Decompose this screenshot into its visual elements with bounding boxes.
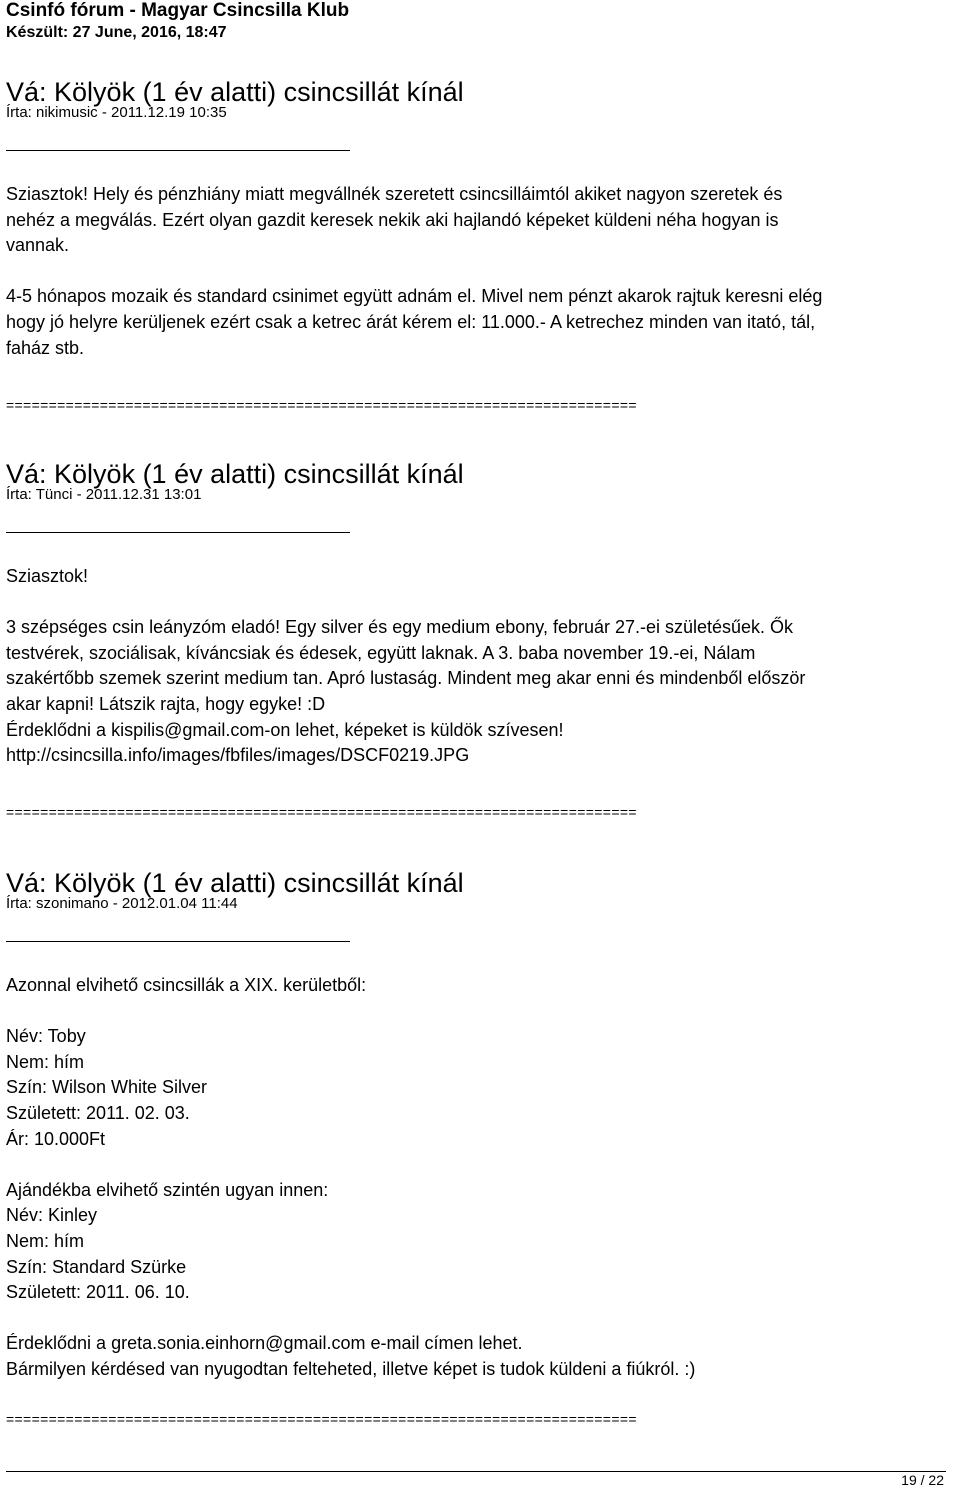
post-line: Ajándékba elvihető szintén ugyan innen: <box>6 1179 329 1200</box>
post-divider <box>6 150 350 151</box>
post-line: Érdeklődni a greta.sonia.einhorn@gmail.com e-mail címen lehet. <box>6 1333 523 1354</box>
post-line: Sziasztok! Hely és pénzhiány miatt megvállnék szeretett csincsilláimtól akiket nagyon szeretek és <box>6 184 783 204</box>
document-header <box>6 0 349 43</box>
site-title: Csinfó fórum - Magyar Csincsilla Klub <box>6 0 350 21</box>
forum-post <box>6 459 926 769</box>
post-separator: ========================================================================== <box>6 804 637 820</box>
post-line: Szín: Standard Szürke <box>6 1256 187 1277</box>
post-line: Sziasztok! <box>6 566 89 586</box>
post-line: Nem: hím <box>6 1230 85 1251</box>
post-divider <box>6 941 350 942</box>
post-line: faház stb. <box>6 337 85 358</box>
created-date: Készült: 27 June, 2016, 18:47 <box>6 24 227 41</box>
post-line: Bármilyen kérdésed van nyugodtan felteheted, illetve képet is tudok küldeni a fiúkról. :) <box>6 1358 696 1379</box>
post-separator: ========================================================================== <box>6 397 637 413</box>
post-title: Vá: Kölyök (1 év alatti) csincsillát kínál <box>6 868 464 898</box>
post-line: 4-5 hónapos mozaik és standard csinimet együtt adnám el. Mivel nem pénzt akarok rajtuk keresni elég <box>6 286 823 307</box>
post-author-date: Írta: nikimusic - 2011.12.19 10:35 <box>6 104 227 121</box>
post-line: nehéz a megválás. Ezért olyan gazdit keresek nekik aki hajlandó képeket küldeni néha hogyan is <box>6 209 779 230</box>
forum-post <box>6 77 926 361</box>
post-line: Ár: 10.000Ft <box>6 1128 106 1149</box>
post-line: Született: 2011. 02. 03. <box>6 1102 190 1123</box>
post-title: Vá: Kölyök (1 év alatti) csincsillát kínál <box>6 459 464 489</box>
post-line: Név: Toby <box>6 1026 86 1047</box>
post-line: hogy jó helyre kerüljenek ezért csak a ketrec árát kérem el: 11.000.- A ketrechez minden van itató, tál, <box>6 311 816 332</box>
post-line: Érdeklődni a kispilis@gmail.com-on lehet, képeket is küldök szívesen! <box>6 719 564 740</box>
post-line: Szín: Wilson White Silver <box>6 1077 208 1098</box>
post-line: szakértőbb szemek szerint medium tan. Apró lustaság. Mindent meg akar enni és mindenből először <box>6 668 806 689</box>
post-line: Azonnal elvihető csincsillák a XIX. kerületből: <box>6 975 367 995</box>
post-body <box>6 564 926 769</box>
page-number: 19 / 22 <box>901 1472 944 1488</box>
post-line: Nem: hím <box>6 1051 85 1072</box>
post-line: akar kapni! Látszik rajta, hogy egyke! :D <box>6 693 326 714</box>
forum-post <box>6 868 926 1383</box>
footer-divider <box>6 1471 946 1472</box>
post-line: http://csincsilla.info/images/fbfiles/images/DSCF0219.JPG <box>6 745 470 766</box>
post-body <box>6 182 926 361</box>
post-author-date: Írta: Tünci - 2011.12.31 13:01 <box>6 486 202 503</box>
post-line: Született: 2011. 06. 10. <box>6 1282 190 1303</box>
post-divider <box>6 532 350 533</box>
post-author-date: Írta: szonimano - 2012.01.04 11:44 <box>6 895 238 912</box>
post-line: Név: Kinley <box>6 1205 98 1226</box>
post-line: 3 szépséges csin leányzóm eladó! Egy silver és egy medium ebony, február 27.-ei születésűek. Ők <box>6 617 794 638</box>
post-title: Vá: Kölyök (1 év alatti) csincsillát kínál <box>6 77 464 107</box>
post-line: testvérek, szociálisak, kíváncsiak és édesek, együtt laknak. A 3. baba november 19.-ei, Nálam <box>6 642 756 663</box>
post-line: vannak. <box>6 235 70 256</box>
post-body <box>6 973 926 1383</box>
post-separator: ========================================================================== <box>6 1411 637 1427</box>
